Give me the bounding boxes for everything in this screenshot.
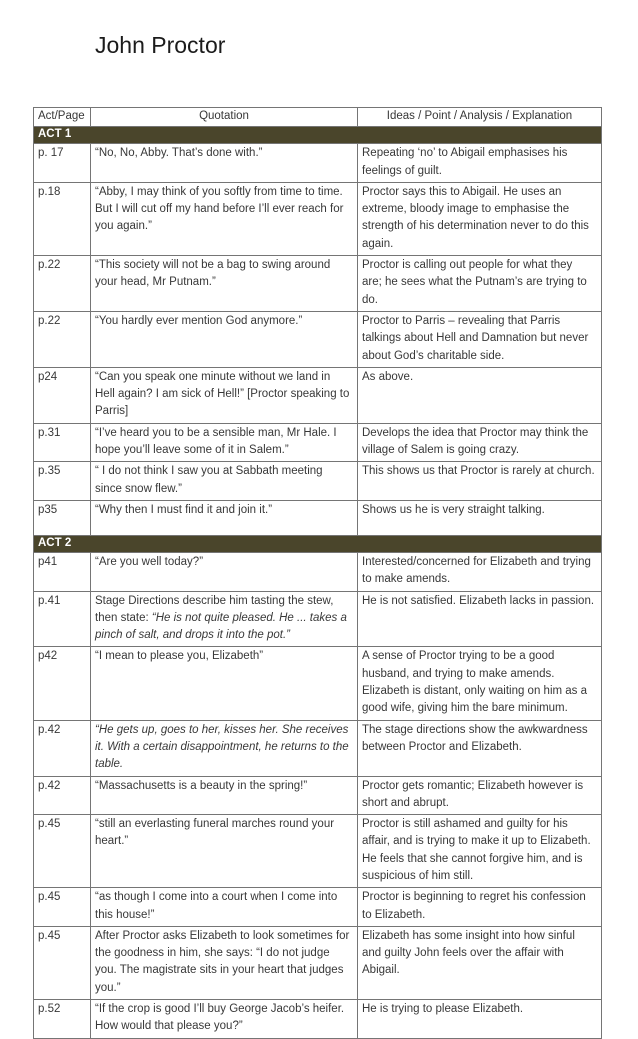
header-quotation: Quotation [91,108,358,127]
quote-text: “You hardly ever mention God anymore.” [95,314,303,327]
act-page-cell: p.42 [34,720,91,776]
quotation-cell [91,552,358,591]
table-row [34,256,602,312]
analysis-cell: He is not satisfied. Elizabeth lacks in passion. [358,591,602,647]
quotation-cell [91,144,358,183]
quote-text: “Are you well today?” [95,555,204,568]
table-row [34,500,602,535]
quote-text: “If the crop is good I’ll buy George Jacob’s heifer. How would that please you?” [95,1003,345,1033]
quote-text: “I mean to please you, Elizabeth” [95,650,264,663]
header-act-page: Act/Page [34,108,91,127]
analysis-cell: A sense of Proctor trying to be a good husband, and trying to make amends. Elizabeth is distant, only waiting on him as a good wife, giving him the bare minimum. [358,647,602,720]
act-page-cell: p41 [34,552,91,591]
act-page-cell: p.22 [34,256,91,312]
quote-text: “No, No, Abby. That’s done with.” [95,147,263,160]
analysis-cell: Proctor says this to Abigail. He uses an extreme, bloody image to emphasise the strength of his determination never to do this again. [358,182,602,255]
act-page-cell: p.42 [34,776,91,815]
quotation-cell [91,423,358,462]
analysis-cell: The stage directions show the awkwardness between Proctor and Elizabeth. [358,720,602,776]
quote-italic-text: “He is not quite pleased. He ... takes a pinch of salt, and drops it into the pot.” [95,611,347,642]
act-page-cell: p.22 [34,311,91,367]
quote-text: “as though I come into a court when I come into this house!” [95,891,338,921]
table-row [34,1000,602,1039]
table-header-row [34,108,602,127]
act-label: ACT 2 [34,535,602,552]
quotation-cell [91,1000,358,1039]
act-page-cell: p.45 [34,926,91,999]
quote-text: After Proctor asks Elizabeth to look sometimes for the goodness in him, she says: “I do not judge you. The magistrate sits in your heart that judges you.” [95,929,350,994]
act-page-cell: p.18 [34,182,91,255]
quote-text: “Can you speak one minute without we land in Hell again? I am sick of Hell!” [Proctor speaking to Parris] [95,370,350,418]
act-page-cell: p.31 [34,423,91,462]
table-row [34,552,602,591]
quote-text: “Massachusetts is a beauty in the spring!” [95,779,308,792]
quote-text: “This society will not be a bag to swing around your head, Mr Putnam.” [95,259,331,289]
quotation-cell [91,256,358,312]
analysis-cell: Elizabeth has some insight into how sinful and guilty John feels over the affair with Abigail. [358,926,602,999]
quotation-cell [91,926,358,999]
quotation-cell [91,182,358,255]
quotation-cell [91,720,358,776]
table-row [34,144,602,183]
analysis-cell: Proctor gets romantic; Elizabeth however is short and abrupt. [358,776,602,815]
quote-text: Stage Directions describe him tasting the stew, then state: [95,594,334,624]
table-row [34,647,602,720]
analysis-cell: He is trying to please Elizabeth. [358,1000,602,1039]
analysis-cell: Proctor is calling out people for what they are; he sees what the Putnam’s are trying to do. [358,256,602,312]
analysis-cell: Repeating ‘no’ to Abigail emphasises his feelings of guilt. [358,144,602,183]
table-row [34,182,602,255]
analysis-cell: Develops the idea that Proctor may think the village of Salem is going crazy. [358,423,602,462]
page-title: John Proctor [95,32,226,58]
act-section-header [34,127,602,144]
quote-text: “Why then I must find it and join it.” [95,503,273,516]
analysis-cell: Proctor is beginning to regret his confession to Elizabeth. [358,888,602,927]
quote-text: “I’ve heard you to be a sensible man, Mr Hale. I hope you’ll leave some of it in Salem.” [95,426,337,457]
act-section-header [34,535,602,552]
quotation-cell [91,888,358,927]
quotation-cell [91,647,358,720]
quotation-cell [91,462,358,501]
quotation-cell [91,367,358,423]
act-label: ACT 1 [34,127,602,144]
table-row [34,926,602,999]
table-row [34,423,602,462]
analysis-cell: Proctor is still ashamed and guilty for his affair, and is trying to make it up to Elizabeth. He feels that she cannot forgive him, and is suspicious of him still. [358,815,602,888]
act-page-cell: p.45 [34,888,91,927]
quote-text: “ I do not think I saw you at Sabbath meeting since snow flew.” [95,465,323,495]
analysis-cell: As above. [358,367,602,423]
analysis-cell: Shows us he is very straight talking. [358,500,602,535]
quotation-cell [91,591,358,647]
quotes-table [33,107,602,1039]
quote-italic-text: “He gets up, goes to her, kisses her. She receives it. With a certain disappointment, he returns to the table. [95,723,349,771]
quote-text: “still an everlasting funeral marches round your heart.” [95,818,335,848]
quotation-cell [91,776,358,815]
table-row [34,311,602,367]
act-page-cell: p42 [34,647,91,720]
quotation-cell [91,311,358,367]
table-row [34,367,602,423]
analysis-cell: Interested/concerned for Elizabeth and trying to make amends. [358,552,602,591]
table-row [34,815,602,888]
table-row [34,776,602,815]
analysis-cell: Proctor to Parris – revealing that Parris talkings about Hell and Damnation but never about God’s charitable side. [358,311,602,367]
act-page-cell: p.52 [34,1000,91,1039]
act-page-cell: p35 [34,500,91,535]
quote-text: “Abby, I may think of you softly from time to time. But I will cut off my hand before I’ll ever reach for you again.” [95,185,344,233]
act-page-cell: p. 17 [34,144,91,183]
table-row [34,888,602,927]
table-row [34,462,602,501]
quotation-cell [91,500,358,535]
header-analysis: Ideas / Point / Analysis / Explanation [358,108,602,127]
act-page-cell: p24 [34,367,91,423]
act-page-cell: p.45 [34,815,91,888]
quotation-cell [91,815,358,888]
analysis-cell: This shows us that Proctor is rarely at church. [358,462,602,501]
table-row [34,720,602,776]
act-page-cell: p.35 [34,462,91,501]
table-row [34,591,602,647]
act-page-cell: p.41 [34,591,91,647]
